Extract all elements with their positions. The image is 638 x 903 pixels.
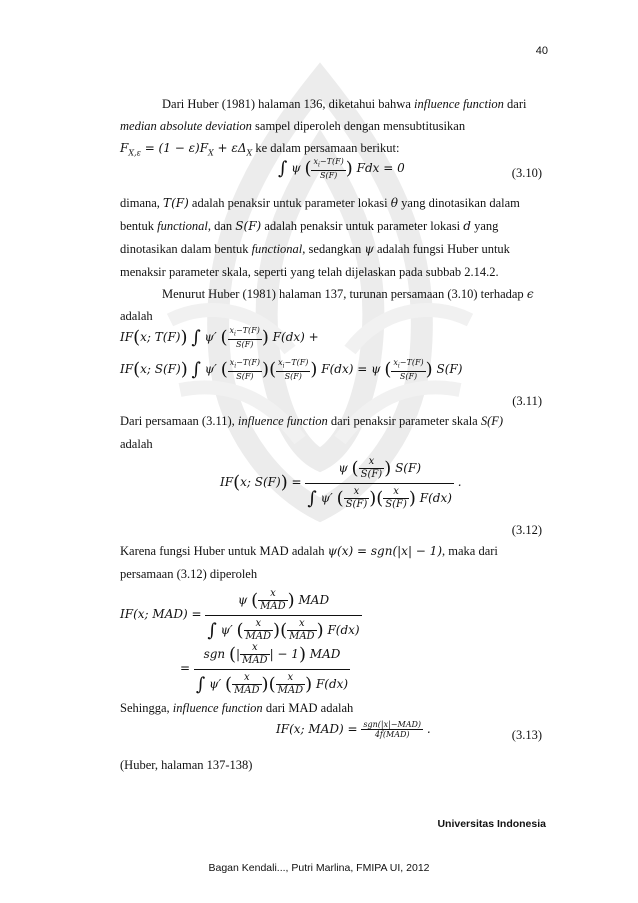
paragraph-line: median absolute deviation sampel diperoleh dengan mensubtitusikan: [120, 119, 466, 133]
equation-3-12: IF(x; S(F)) = ψ ( $\frac{x}{S(F)}$ ) S(F) ∫ ψ′ ( $\frac{x}{S(F)}$ )( $\frac{x}{S(F)}$ ) F(dx) .: [220, 456, 462, 510]
paragraph-line: Dari persamaan (3.11), influence function dari penaksir parameter skala S(F): [120, 414, 504, 428]
page-number: 40: [535, 45, 548, 57]
equation-label: (3.13): [511, 728, 542, 742]
paragraph-line: $F_{X,\varepsilon} = (1 - \varepsilon)F_X + \varepsilon\Delta_X$ ke dalam persamaan berikut:: [120, 141, 400, 158]
equation-3-13: IF(x; MAD) = $\frac{\text{sgn(|x|−MAD)}}{\text{4f(MAD)}}$ .: [276, 720, 431, 739]
paragraph-line: persamaan (3.12) diperoleh: [120, 567, 258, 581]
math-substitution: $F_{X,\varepsilon} = (1 - \varepsilon)F_X + \varepsilon\Delta_X$: [120, 141, 253, 158]
paragraph-line: Menurut Huber (1981) halaman 137, turunan persamaan (3.10) terhadap ϵ: [162, 287, 534, 301]
equation-3-11-line2: IF(x; S(F)) ∫ ψ′ ( $\frac{x_i-T(F)}{S(F)}$ )( $\frac{x_i-T(F)}{S(F)}$ ) F(dx) = ψ ( $\frac{x_i-T(F)}{S(F)}$ ) S(F): [120, 358, 463, 381]
paragraph-line: adalah: [120, 309, 153, 323]
paragraph-line: bentuk functional, dan S(F) adalah penaksir untuk parameter lokasi d yang: [120, 219, 499, 233]
page-footer: Bagan Kendali..., Putri Marlina, FMIPA UI, 2012: [208, 862, 430, 874]
paragraph-line: Dari Huber (1981) halaman 136, diketahui bahwa influence function dari: [162, 97, 527, 111]
equation-mad-step1: IF(x; MAD) = ψ ( $\frac{x}{\text{MAD}}$ ) MAD ∫ ψ′ ( $\frac{x}{\text{MAD}}$ )( $\frac{x}{\text{MAD}}$ ) F(dx): [120, 588, 360, 642]
equation-3-11-line1: IF(x; T(F)) ∫ ψ′ ( $\frac{x_i-T(F)}{S(F)}$ ) F(dx) +: [120, 326, 319, 349]
equation-label: (3.12): [511, 523, 542, 537]
citation: (Huber, halaman 137-138): [120, 758, 253, 772]
equation-label: (3.10): [511, 166, 542, 180]
equation-label: (3.11): [512, 394, 542, 408]
paragraph-line: menaksir parameter skala, seperti yang telah dijelaskan pada subbab 2.14.2.: [120, 265, 499, 279]
paragraph-line: Sehingga, influence function dari MAD adalah: [120, 701, 354, 715]
equation-mad-step2: = sgn (| $\frac{x}{\text{MAD}}$ | − 1) MAD ∫ ψ′ ( $\frac{x}{\text{MAD}}$ )( $\frac{x}{\text{MAD}}$ ) F(dx): [180, 642, 349, 696]
paragraph-line: dinotasikan dalam bentuk functional, sedangkan ψ adalah fungsi Huber untuk: [120, 242, 510, 256]
paragraph-line: adalah: [120, 437, 153, 451]
paragraph-line: dimana, T(F) adalah penaksir untuk parameter lokasi θ yang dinotasikan dalam: [120, 196, 520, 210]
equation-3-10: ∫ ψ ( $\frac{x_i-T(F)}{S(F)}$ ) Fdx = 0: [278, 157, 405, 180]
paragraph-line: Karena fungsi Huber untuk MAD adalah ψ(x) = sgn(|x| − 1), maka dari: [120, 544, 498, 558]
university-name: Universitas Indonesia: [437, 818, 546, 830]
